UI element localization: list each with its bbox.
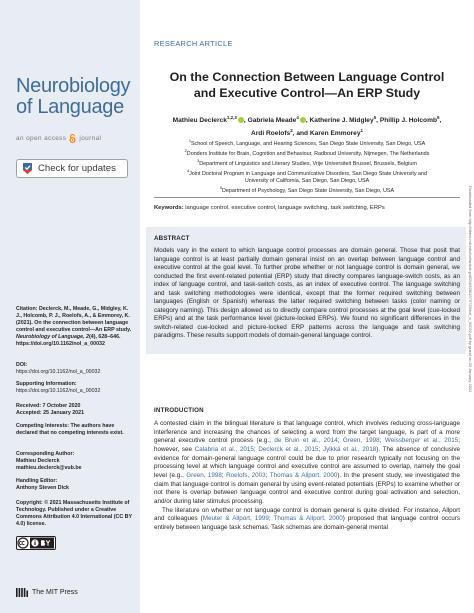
author-name: Phillip J. Holcomb bbox=[379, 117, 437, 125]
author-affiliation-marker: 2 bbox=[290, 128, 293, 134]
doi-link[interactable]: https://doi.org/10.1162/nol_a_00032 bbox=[16, 368, 101, 375]
competing-text: The authors have declared that no competing interests exist. bbox=[16, 423, 124, 436]
affiliation-line: $^5$Department of Psychology, San Diego State University, San Diego, USA bbox=[219, 185, 395, 194]
publisher-name: The MIT Press bbox=[32, 589, 78, 596]
publisher-logo bbox=[16, 588, 78, 597]
corresponding-email[interactable]: mathieu.declerck@vub.be bbox=[16, 464, 82, 471]
journal-name-line2: of Language bbox=[16, 96, 124, 118]
supporting-info-block bbox=[16, 381, 134, 395]
affiliation-line: $^2$Donders Institute for Brain, Cognition and Behaviour, Radboud University, Nijmegen, The Netherlands bbox=[184, 148, 430, 157]
article-title bbox=[154, 70, 460, 101]
author-separator: , bbox=[439, 117, 442, 125]
affiliation-line: $^4$Joint Doctoral Program in Language and Communicative Disorders, San Diego State University and bbox=[186, 168, 428, 177]
title-line1: On the Connection Between Language Control bbox=[169, 70, 445, 84]
citation-link[interactable]: de Bruin et al., 2014 bbox=[274, 437, 338, 445]
author-affiliation-marker: 4 bbox=[296, 115, 299, 120]
competing-label: Competing Interests: bbox=[16, 423, 69, 429]
author-affiliation-marker: 1 bbox=[360, 128, 364, 134]
citation-link[interactable]: Jylkkä et al., 2018 bbox=[323, 445, 377, 453]
cc-by-badge bbox=[16, 536, 134, 553]
cc-by-license-icon bbox=[16, 536, 56, 550]
journal-name-line1: Neurobiology bbox=[16, 75, 131, 97]
author-name: Gabriela Meade bbox=[247, 117, 297, 125]
journal-logo bbox=[16, 76, 130, 118]
intro-paragraph-1: A contested claim in the bilingual literature is that language control, which involves reducing cross-language interference and increasing the chances of selecting a word from the target language, is part of a more general executive control process (e.g., de Bruin et al., 2014; Green, 1998; Weissberger et al., 2015; however, see Calabria et al., 2015; Declerck et al., 2015; Jylkkä et al., 2018). The absence of conclusive evidence for domain-general language control could be due to prior research typically not focusing on the processing level at which language control and executive control are assumed to overlap, namely the goal level (e.g., Green, 1998; Roelofs, 2003; Thomas & Allport, 2000). In the present study, we investigated the claim that language control is domain general by using event-related potentials (ERPs) to examine whether or not there is overlap between language control and executive control during goal activation and selection, and/or during later stimulus processing. bbox=[154, 420, 461, 505]
corresponding-name: Mathieu Declerck bbox=[16, 457, 60, 464]
citation-text: Declerck, M., Meade, G., Midgley, K. J., Holcomb, P. J., Roelofs, A., & Emmorey, K. (2021). On the connection between language control and executive control—An ERP study. bbox=[16, 306, 132, 333]
citation-label: Citation: bbox=[16, 306, 38, 312]
author-separator: , and bbox=[292, 130, 310, 138]
journal-word: journal bbox=[79, 135, 102, 142]
crossmark-icon bbox=[22, 162, 33, 175]
abstract-heading: ABSTRACT bbox=[154, 235, 190, 242]
introduction-heading: INTRODUCTION bbox=[154, 407, 204, 414]
citation-link[interactable]: Weissberger et al., 2015 bbox=[384, 437, 459, 445]
copyright-text: Copyright: © 2021 Massachusetts Institute of Technology. Published under a Creative Commons Attribution 4.0 International (CC BY 4.0) license. bbox=[16, 500, 132, 527]
citation-journal: Neurobiology of Language, 2 bbox=[16, 333, 89, 340]
author-separator: , bbox=[243, 117, 248, 125]
author-name: Karen Emmorey bbox=[309, 130, 361, 138]
download-watermark-text: Downloaded from http://direct.mit.edu/nol/article-pdf/2/4/628/1979739/nol_a_00032.pdf by guest on 03 January 2022 bbox=[468, 186, 473, 393]
copyright-block bbox=[16, 500, 134, 528]
keywords-value: language control, executive control, language switching, task switching, ERPs bbox=[185, 205, 385, 211]
citation-link[interactable]: Declerck et al., 2015 bbox=[258, 445, 319, 453]
mit-press-icon bbox=[16, 588, 28, 597]
doi-label: DOI: bbox=[16, 362, 28, 368]
citation-link[interactable]: Thomas & Allport, 2000 bbox=[269, 471, 338, 479]
author-list bbox=[154, 113, 460, 139]
author-name: Katherine J. Midgley bbox=[309, 117, 374, 125]
author-name: Mathieu Declerck bbox=[172, 117, 227, 125]
affiliation-list bbox=[154, 138, 460, 195]
citation-link[interactable]: Meuter & Allport, 1999 bbox=[202, 515, 269, 523]
article-type: RESEARCH ARTICLE bbox=[154, 39, 233, 48]
citation-block bbox=[16, 306, 134, 347]
open-access-text: an open access bbox=[16, 135, 67, 142]
download-watermark bbox=[466, 186, 474, 606]
affiliation-line: University of California, San Diego, San Diego, USA bbox=[244, 177, 370, 184]
affiliation-line: $^3$Department of Linguistics and Literary Studies, Vrije Universiteit Brussel, Brussels, Belgium bbox=[197, 158, 417, 167]
abstract-text: Models vary in the extent to which language control processes are domain general. Those that posit that language control is at least partially domain general insist on an overlap between language control and executive control at the goal level. To further probe whether or not language control is domain general, we conducted the first event-related potential (ERP) study that directly compares language-switch costs, as an index of language control, and task-switch costs, as an index of executive control. The language switching and task switching methodologies were identical, except that the former required switching between languages (English or Spanish) whereas the latter required switching between tasks (color naming or category naming). This design allowed us to directly compare control processes at the goal level (cue-locked ERPs) and at the task performance level (picture-locked ERPs). We found no significant differences in the switch-related cue-locked and picture-locked ERP patterns across the language and task switching paradigms. These results support models of domain-general language control. bbox=[154, 247, 460, 339]
affiliation-line: $^1$School of Speech, Language, and Hearing Sciences, San Diego State University, San Diego, USA bbox=[188, 139, 426, 147]
received-date: Received: 7 October 2020 bbox=[16, 403, 81, 409]
check-for-updates-button[interactable] bbox=[16, 159, 128, 178]
open-access-lock-icon bbox=[69, 134, 76, 143]
corresponding-author-block bbox=[16, 451, 134, 472]
citation-link[interactable]: Green, 1998 bbox=[342, 437, 380, 445]
author-affiliation-marker: 5 bbox=[436, 115, 440, 120]
accepted-date: Accepted: 25 January 2021 bbox=[16, 409, 85, 416]
handling-name: Anthony Steven Dick bbox=[16, 484, 69, 491]
doi-block bbox=[16, 362, 134, 376]
supporting-link[interactable]: https://doi.org/10.1162/nol_a_00032 bbox=[16, 387, 101, 394]
title-line2: and Executive Control—An ERP Study bbox=[193, 85, 421, 100]
author-separator: , bbox=[376, 117, 380, 125]
intro-paragraph-2: The literature on whether or not language control is domain general is quite divided. For instance, Allport and colleagues (Meuter & Allport, 1999; Thomas & Allport, 2000) proposed that language control occurs entirely between language task schemas. Task schemas are domain-general mental bbox=[154, 506, 461, 531]
divider-top bbox=[154, 197, 460, 198]
citation-link[interactable]: Thomas & Allport, 2000 bbox=[273, 515, 343, 523]
competing-interests-block bbox=[16, 423, 134, 437]
citation-pages[interactable]: (4), 628–646. https://doi.org/10.1162/nol_a_00032 bbox=[16, 333, 121, 347]
handling-label: Handling Editor: bbox=[16, 478, 58, 484]
corresponding-label: Corresponding Author: bbox=[16, 451, 75, 457]
citation-link[interactable]: Green, 1998 bbox=[186, 471, 222, 479]
author-affiliation-marker: 1,2,3 bbox=[226, 115, 237, 120]
keywords-line bbox=[154, 205, 460, 211]
author-affiliation-marker: 5 bbox=[373, 115, 377, 120]
keywords-label: Keywords: bbox=[154, 205, 184, 211]
author-name: Ardi Roelofs bbox=[250, 130, 291, 138]
author-separator: , bbox=[305, 117, 310, 125]
dates-block bbox=[16, 403, 134, 417]
open-access-line bbox=[16, 134, 101, 143]
introduction-body bbox=[154, 420, 460, 533]
handling-editor-block bbox=[16, 478, 134, 492]
supporting-label: Supporting Information: bbox=[16, 381, 77, 387]
citation-link[interactable]: Calabria et al., 2015 bbox=[194, 445, 254, 453]
check-for-updates-label: Check for updates bbox=[38, 163, 116, 174]
citation-link[interactable]: Roelofs, 2003 bbox=[226, 471, 266, 479]
